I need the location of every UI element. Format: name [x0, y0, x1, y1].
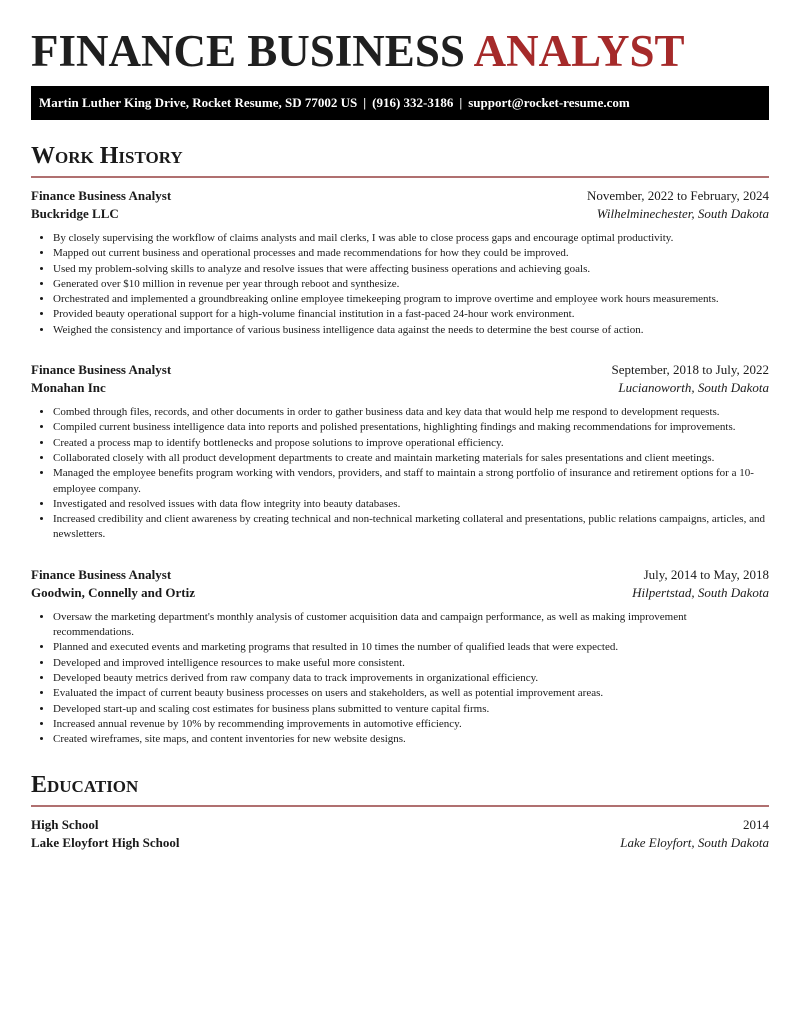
separator: |: [459, 95, 463, 110]
job-company: Buckridge LLC: [31, 206, 119, 221]
job-bullet: • Combed through files, records, and other documents in order to gather business data and key data that would help me respond to development requests.: [53, 405, 769, 420]
contact-email[interactable]: support@rocket-resume.com: [468, 95, 630, 110]
job-title: Finance Business Analyst: [31, 362, 172, 378]
job-bullets: [53, 610, 769, 748]
education-degree: High School: [31, 817, 99, 833]
job-bullet: • Weighed the consistency and importance of various business intelligence data against the needs to determine the best course of action.: [53, 323, 769, 338]
job-bullet: • Developed beauty metrics derived from raw company data to track improvements in organizational efficiency.: [53, 671, 769, 686]
job-bullet: • Increased credibility and client awareness by creating technical and non-technical marketing collateral and presentations, public relations campaigns, articles, and newsletters.: [53, 512, 769, 543]
education-entry: [31, 816, 769, 852]
job-bullet: • Increased annual revenue by 10% by recommending improvements in automotive efficiency.: [53, 717, 769, 732]
job-title: Finance Business Analyst: [31, 566, 172, 582]
job-bullet: • Mapped out current business and operational processes and made recommendations for how they could be improved.: [53, 246, 769, 261]
contact-bar: [31, 86, 769, 120]
job-bullet: • Orchestrated and implemented a groundbreaking online employee timekeeping program to improve overtime and employee work hours measurements.: [53, 292, 769, 307]
job-bullet: • Managed the employee benefits program working with vendors, providers, and staff to maintain a strong portfolio of insurance and retirement options for a 10-employee company.: [53, 466, 769, 497]
job-bullet: • Investigated and resolved issues with data flow integrity into beauty databases.: [53, 497, 769, 512]
job-entry: [31, 566, 769, 762]
job-dates: September, 2018 to July, 2022: [611, 362, 769, 378]
title-main: FINANCE BUSINESS: [31, 26, 465, 76]
job-bullet: • Created wireframes, site maps, and content inventories for new website designs.: [53, 732, 769, 747]
contact-phone: (916) 332-3186: [372, 95, 454, 110]
job-bullet: • Created a process map to identify bottlenecks and propose solutions to improve operational efficiency.: [53, 436, 769, 451]
education-location: Lake Eloyfort, South Dakota: [620, 835, 769, 851]
resume-title: [31, 28, 769, 74]
work-history-list: [31, 187, 769, 761]
job-bullet: • Oversaw the marketing department's monthly analysis of customer acquisition data and campaign performance, as well as making improvement recommendations.: [53, 610, 769, 641]
job-dates: November, 2022 to February, 2024: [586, 188, 769, 203]
job-bullet: • Planned and executed events and marketing programs that resulted in 10 times the number of qualified leads that were expected.: [53, 640, 769, 655]
job-bullet: • Provided beauty operational support for a high-volume financial institution in a fast-paced 24-hour work environment.: [53, 307, 769, 322]
job-bullet: • Developed and improved intelligence resources to make useful more consistent.: [53, 656, 769, 671]
contact-address: Martin Luther King Drive, Rocket Resume, SD 77002 US: [39, 95, 358, 110]
work-history-heading: Work History: [31, 142, 769, 178]
separator: |: [363, 95, 367, 110]
job-company: Monahan Inc: [31, 380, 106, 396]
education-heading: Education: [31, 771, 769, 807]
job-bullets: [53, 405, 769, 543]
job-bullet: • Evaluated the impact of current beauty business processes on users and stakeholders, as well as potential improvement areas.: [53, 686, 769, 701]
job-location: Wilhelminechester, South Dakota: [596, 206, 769, 221]
job-bullet: • Collaborated closely with all product development departments to create and maintain marketing materials for sales presentations and client meetings.: [53, 451, 769, 466]
job-location: Lucianoworth, South Dakota: [618, 380, 769, 396]
job-company: Goodwin, Connelly and Ortiz: [31, 584, 195, 600]
job-entry: [31, 361, 769, 557]
job-bullet: • Developed start-up and scaling cost estimates for business plans submitted to venture capital firms.: [53, 702, 769, 717]
job-bullet: • Used my problem-solving skills to analyze and resolve issues that were affecting business operations and achieving goals.: [53, 262, 769, 277]
job-bullet: • Compiled current business intelligence data into reports and polished presentations, highlighting findings and making recommendations for improvements.: [53, 420, 769, 435]
education-year: 2014: [743, 817, 769, 833]
job-bullet: • By closely supervising the workflow of claims analysts and mail clerks, I was able to close process gaps and encourage optimal productivity.: [53, 231, 769, 246]
job-bullet: • Generated over $10 million in revenue per year through reboot and synthesize.: [53, 277, 769, 292]
job-title: Finance Business Analyst: [31, 188, 172, 203]
education-school: Lake Eloyfort High School: [31, 835, 180, 851]
resume-page: [31, 0, 769, 852]
job-location: Hilpertstad, South Dakota: [632, 584, 769, 600]
title-accent: ANALYST: [473, 26, 685, 76]
job-entry: [31, 187, 769, 352]
job-dates: July, 2014 to May, 2018: [643, 566, 769, 582]
job-bullets: [53, 231, 769, 338]
